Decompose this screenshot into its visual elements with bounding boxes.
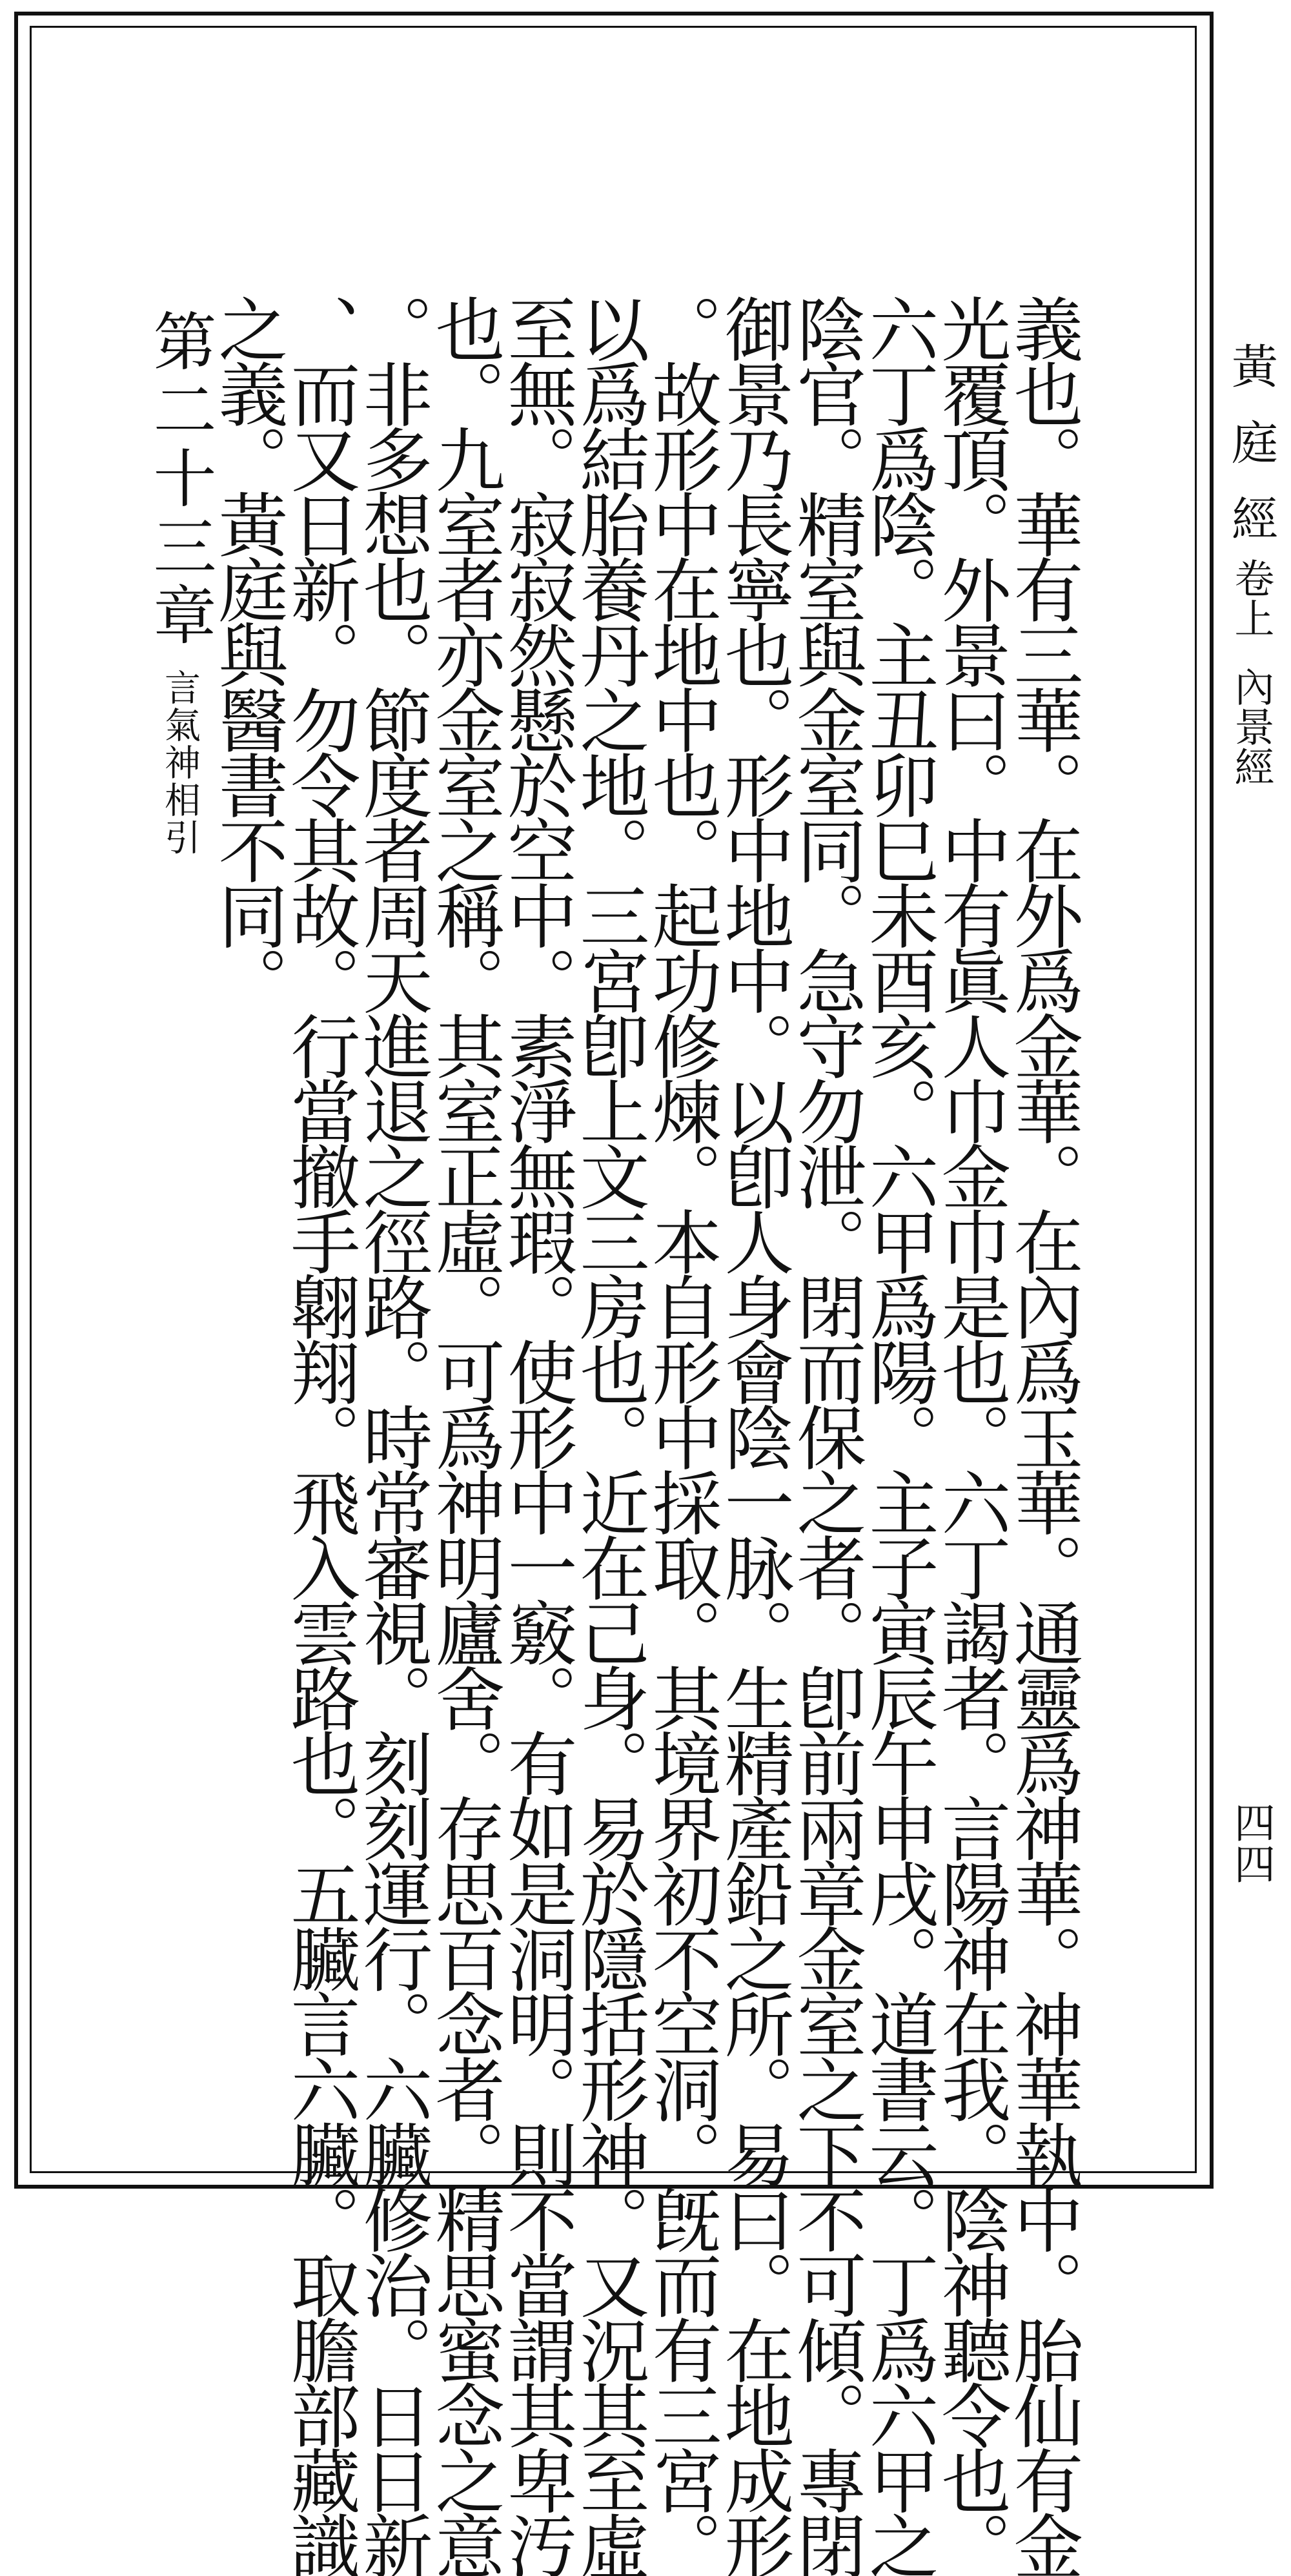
text-column-12: 之義。黃庭與醫書不同。	[207, 294, 287, 1011]
text-column-4: 陰官。精室與金室同。急守勿泄。閉而保之者。卽前兩章金室之下不可傾。專閉	[785, 294, 866, 2576]
text-column-5: 御景乃長寧也。形中地中。以卽人身會陰一脉。生精產鉛之所。易曰。在地成形	[713, 294, 793, 2576]
chapter-title: 第二十三章	[143, 309, 216, 651]
text-column-1: 義也。華有三華。在外爲金華。在內爲玉華。通靈爲神華。神華執中。胎仙有金	[1002, 294, 1083, 2576]
text-column-11: 、而又日新。勿令其故。行當撤手翺翔。飛入雲路也。五臟言六臟。取膽部藏識	[279, 294, 360, 2576]
section-label: 內景經	[1228, 666, 1275, 786]
chapter-subtitle: 言氣神相引	[159, 669, 201, 856]
text-column-9: 也。九室者亦金室之稱。其室正虛。可爲神明廬舍。存思百念者。精思蜜念之意	[423, 294, 504, 2576]
running-header	[1225, 342, 1277, 786]
text-column-3: 六丁爲陰。主丑卯巳未酉亥。六甲爲陽。主子寅辰午申戌。道書云。丁爲六甲之	[857, 294, 938, 2576]
page-number: 四四	[1227, 1801, 1275, 1884]
volume-label: 卷上	[1228, 558, 1275, 638]
text-column-8: 至無。寂寂然懸於空中。素淨無瑕。使形中一竅。有如是洞明。則不當謂其卑汚	[496, 294, 576, 2576]
text-column-2: 光覆頂。外景曰。中有眞人巾金巾是也。六丁謁者。言陽神在我。陰神聽令也。	[930, 294, 1010, 2576]
book-title: 黃庭經	[1224, 342, 1278, 571]
text-column-7: 以爲結胎養丹之地。三宮卽上文三房也。近在己身。易於隱括形神。又況其至虛	[568, 294, 649, 2576]
chapter-heading	[143, 309, 216, 856]
text-column-10: 。非多想也。節度者周天進退之徑路。時常審視。刻刻運行。六臟修治。日日新	[351, 294, 432, 2576]
text-column-6: 。故形中在地中也。起功修煉。本自形中採取。其境界初不空洞。旣而有三宮。	[640, 294, 721, 2576]
